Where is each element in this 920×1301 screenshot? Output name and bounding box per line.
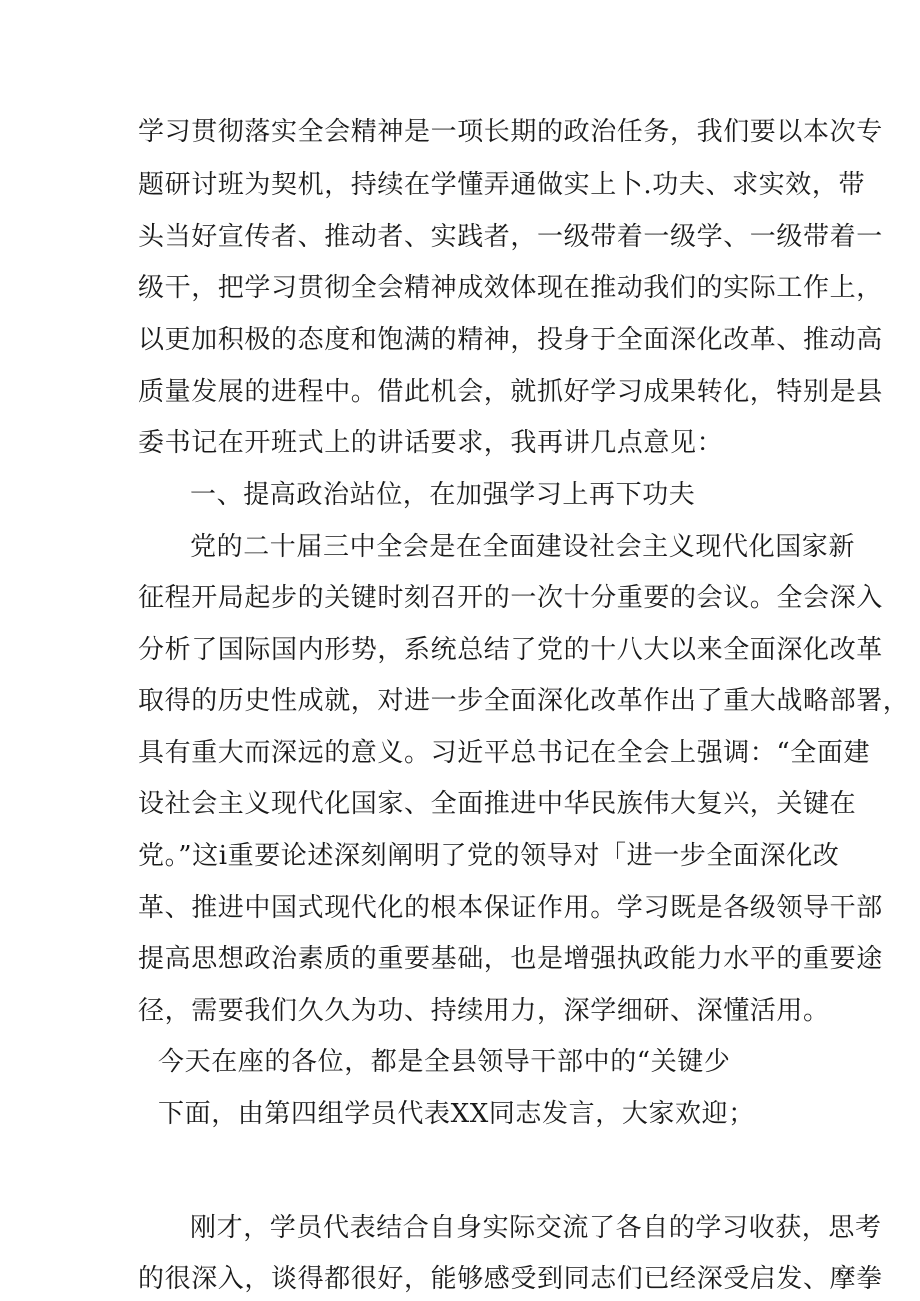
paragraph-3-line-2: 的很深入，谈得都很好，能够感受到同志们已经深受启发、摩拳 (138, 1264, 883, 1294)
paragraph-3-line-1: 刚才，学员代表结合自身实际交流了各自的学习收获，思考 (190, 1213, 882, 1243)
section-heading-1: 一、提高政治站位，在加强学习上再下功夫 (190, 480, 696, 510)
paragraph-1-line-7: 委书记在开班式上的讲话要求，我再讲几点意见： (138, 428, 724, 458)
paragraph-1-line-1: 学习贯彻落实全会精神是一项长期的政治任务，我们要以本次专 (138, 117, 883, 147)
paragraph-2-line-7: 党。”这i重要论述深刻阐明了党的领导对「进一步全面深化改 (138, 841, 840, 871)
paragraph-2-line-9: 提高思想政治素质的重要基础，也是增强执政能力水平的重要途 (138, 944, 883, 974)
paragraph-2-line-5: 具有重大而深远的意义。习近平总书记在全会上强调：“全面建 (138, 738, 871, 768)
paragraph-2-line-4: 取得的历史性成就，对进一步全面深化改革作出了重大战略部署， (138, 686, 910, 716)
paragraph-1-line-2: 题研讨班为契机，持续在学懂弄通做实上卜.功夫、求实效，带 (138, 170, 866, 200)
line-fragment-1: 今天在座的各位，都是全县领导干部中的“关键少 (158, 1047, 731, 1077)
paragraph-2-line-8: 革、推进中国式现代化的根本保证作用。学习既是各级领导干部 (138, 893, 883, 923)
paragraph-2-line-2: 征程开局起步的关键时刻召开的一次十分重要的会议。全会深入 (138, 583, 883, 613)
paragraph-1-line-6: 质量发展的进程中。借此机会，就抓好学习成果转化，特别是县 (138, 377, 883, 407)
paragraph-2-line-6: 设社会主义现代化国家、全面推进中华民族伟大复兴，关键在 (138, 789, 857, 819)
paragraph-2-line-10: 径，需要我们久久为功、持续用力，深学细研、深懂活用。 (138, 996, 830, 1026)
paragraph-1-line-5: 以更加积极的态度和饱满的精神，投身于全面深化改革、推动高 (138, 325, 883, 355)
paragraph-2-line-1: 党的二十届三中全会是在全面建设社会主义现代化国家新 (190, 532, 856, 562)
line-fragment-2: 下面，由第四组学员代表XX同志发言，大家欢迎； (158, 1099, 755, 1129)
paragraph-1-line-4: 级干，把学习贯彻全会精神成效体现在推动我们的实际工作上， (138, 273, 883, 303)
paragraph-2-line-3: 分析了国际国内形势，系统总结了党的十八大以来全面深化改革 (138, 635, 883, 665)
paragraph-1-line-3: 头当好宣传者、推动者、实践者，一级带着一级学、一级带着一 (138, 222, 883, 252)
